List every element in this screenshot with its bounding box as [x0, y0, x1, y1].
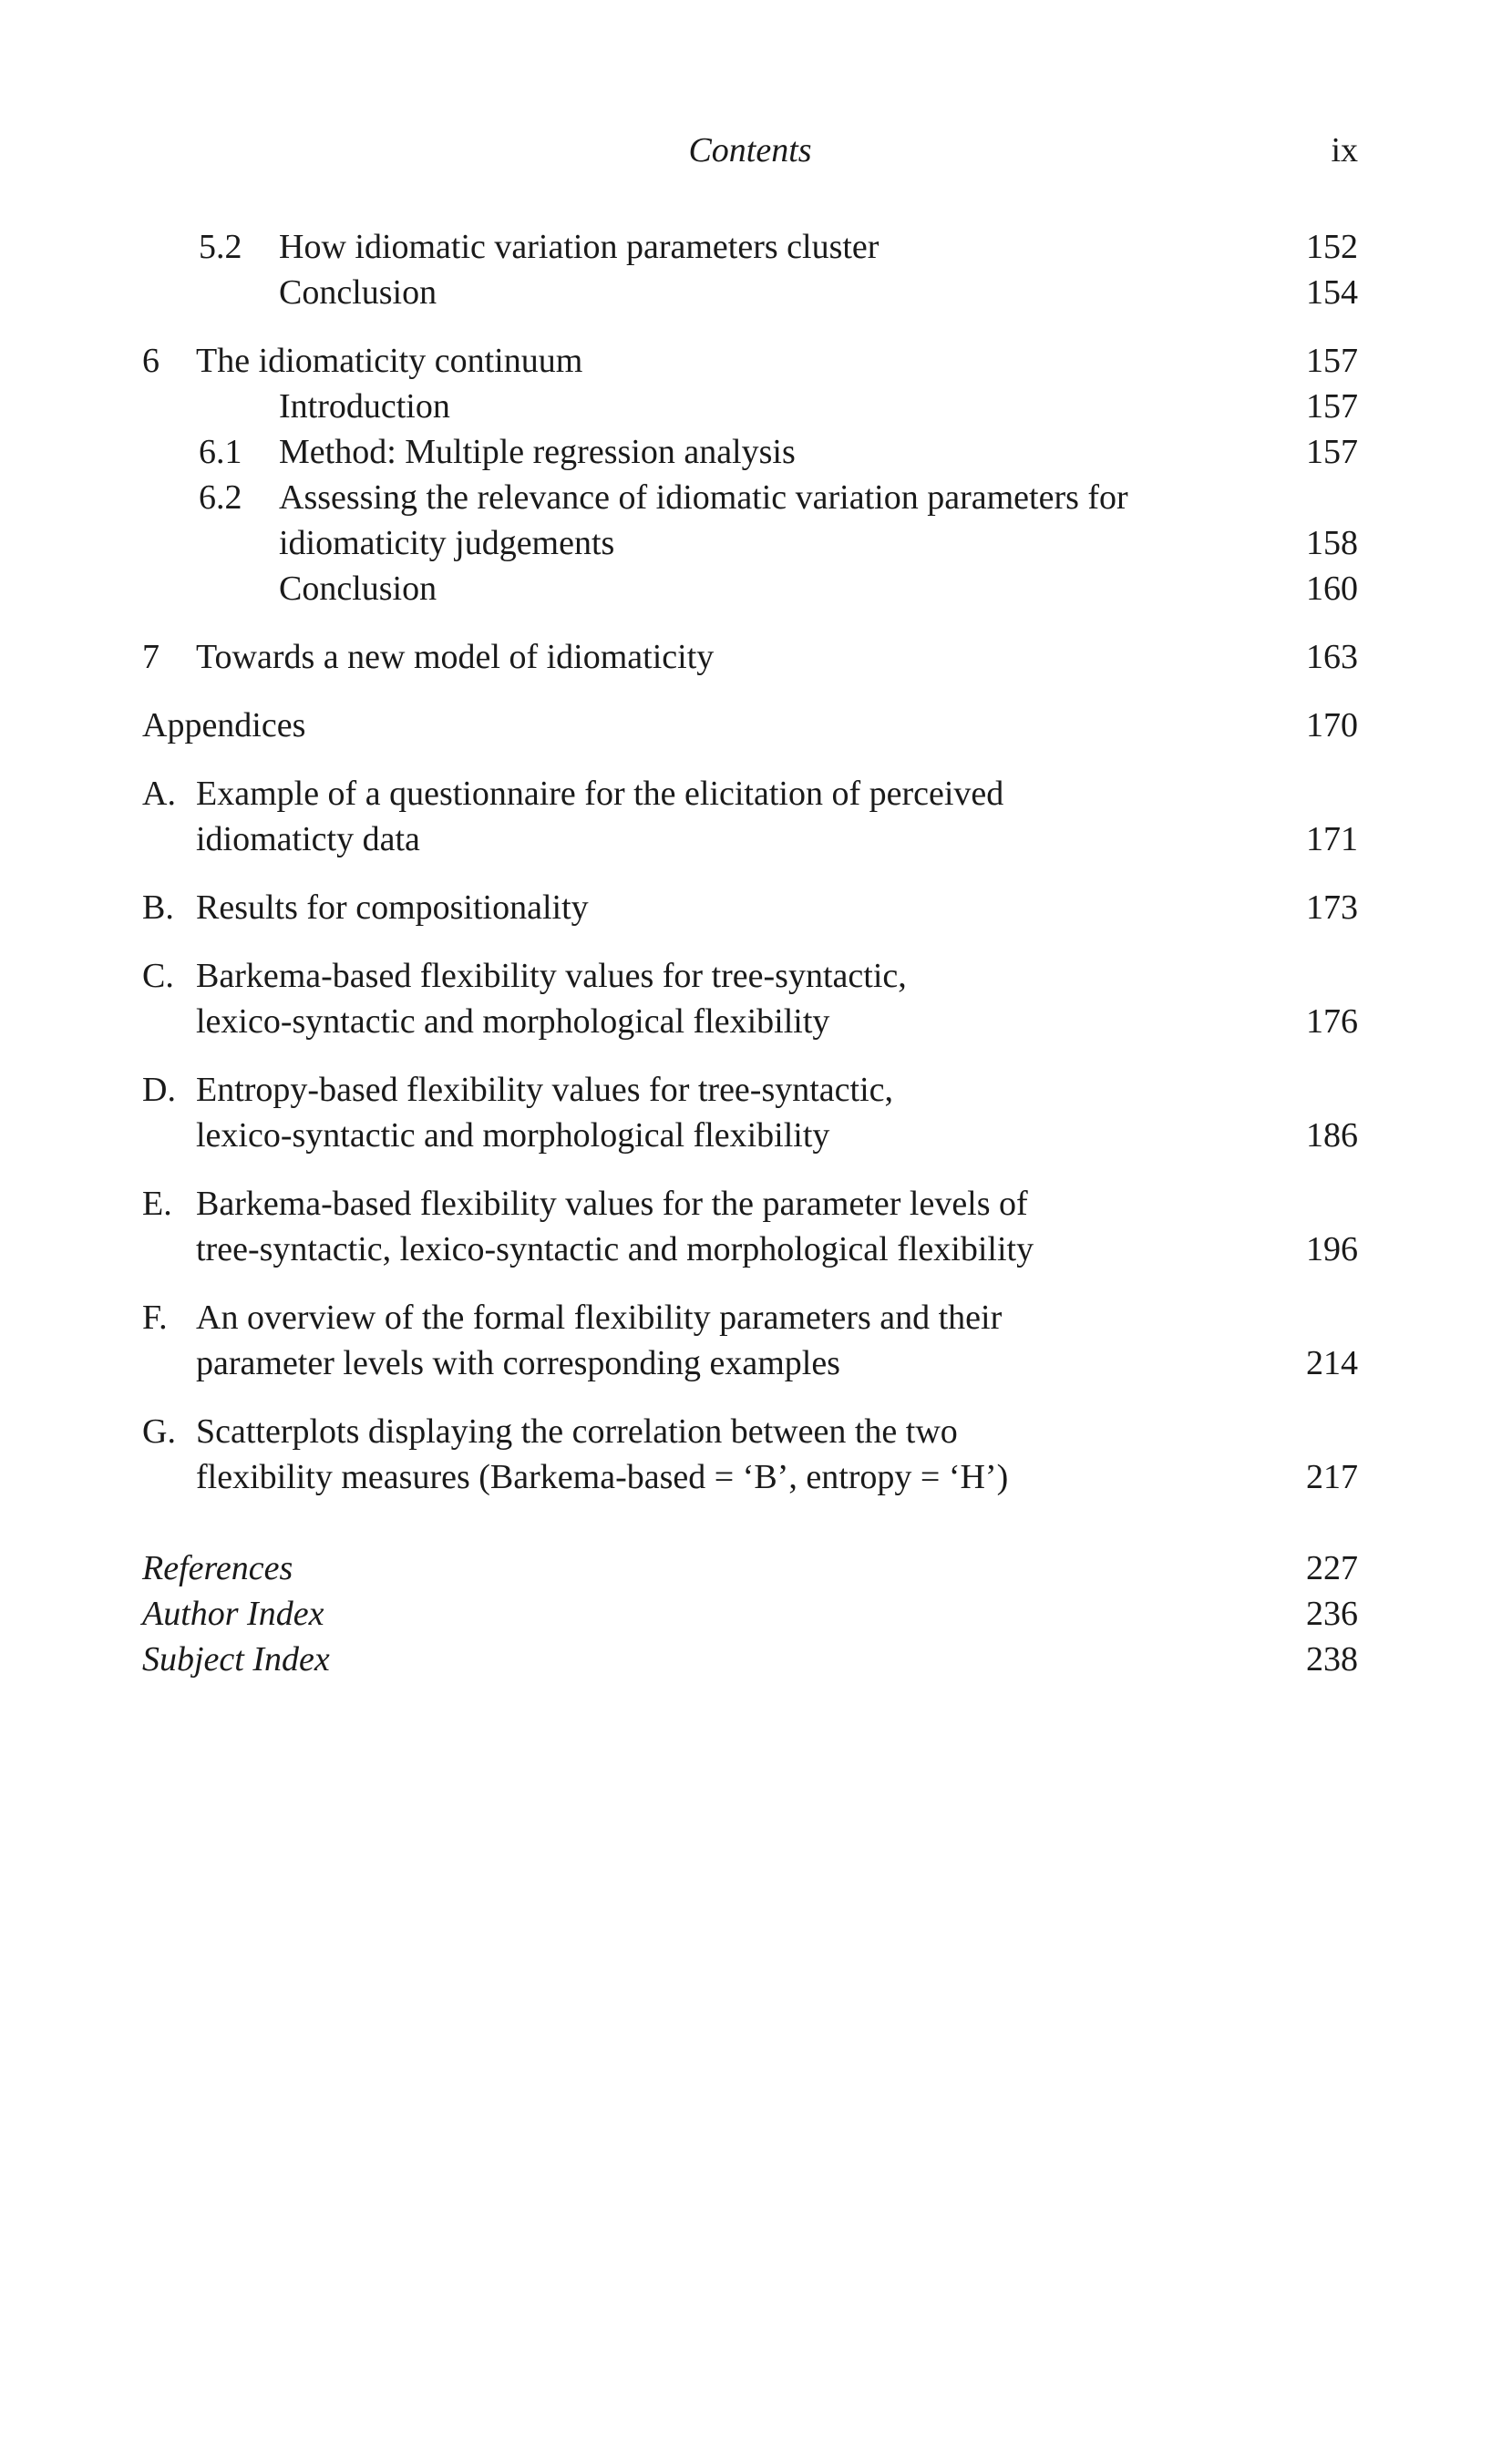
toc-entry-appendix-a-cont[interactable] [0, 816, 1502, 862]
entry-number: 6 [142, 342, 159, 380]
toc-entry-6-2[interactable] [0, 475, 1502, 520]
toc-entry-subject-index[interactable] [0, 1637, 1502, 1682]
entry-title: Appendices [142, 706, 306, 744]
entry-page: 186 [1306, 1116, 1358, 1155]
entry-title: idiomaticty data [196, 820, 420, 858]
entry-number: D. [142, 1071, 176, 1109]
toc-entry-7[interactable] [0, 634, 1502, 680]
entry-page: 152 [1306, 228, 1358, 266]
entry-title: Barkema-based flexibility values for tree-syntactic, [196, 957, 907, 995]
entry-page: 214 [1306, 1344, 1358, 1382]
toc-entry-6-2-cont[interactable] [0, 520, 1502, 566]
entry-title: Conclusion [279, 273, 437, 312]
entry-number: A. [142, 775, 176, 813]
toc-entry-references[interactable] [0, 1545, 1502, 1591]
page-number: ix [1331, 131, 1358, 169]
toc-entry-appendix-f-cont[interactable] [0, 1340, 1502, 1386]
toc-entry-5-conclusion[interactable] [0, 270, 1502, 315]
entry-title: How idiomatic variation parameters cluster [279, 228, 880, 266]
entry-page: 227 [1306, 1549, 1358, 1587]
toc-entry-appendix-c-cont[interactable] [0, 999, 1502, 1044]
entry-title: idiomaticity judgements [279, 524, 615, 562]
entry-number: 6.1 [199, 433, 242, 471]
toc-entry-6[interactable] [0, 338, 1502, 384]
toc-entry-appendix-f[interactable] [0, 1295, 1502, 1340]
entry-page: 158 [1306, 524, 1358, 562]
toc-entry-appendix-a[interactable] [0, 771, 1502, 816]
entry-title: Introduction [279, 387, 450, 426]
entry-number: 5.2 [199, 228, 242, 266]
entry-page: 157 [1306, 342, 1358, 380]
entry-title: Results for compositionality [196, 888, 589, 927]
entry-title: Author Index [142, 1595, 324, 1633]
entry-number: B. [142, 888, 174, 927]
toc-entry-6-introduction[interactable] [0, 384, 1502, 429]
entry-page: 173 [1306, 888, 1358, 927]
entry-title: An overview of the formal flexibility parameters and their [196, 1299, 1003, 1337]
entry-number: 7 [142, 638, 159, 676]
entry-title: Scatterplots displaying the correlation between the two [196, 1412, 958, 1451]
entry-title: Barkema-based flexibility values for the parameter levels of [196, 1185, 1028, 1223]
entry-page: 217 [1306, 1458, 1358, 1496]
toc-entry-appendix-d[interactable] [0, 1067, 1502, 1113]
toc-entry-appendix-g-cont[interactable] [0, 1454, 1502, 1500]
toc-entry-appendix-d-cont[interactable] [0, 1113, 1502, 1158]
entry-title: Entropy-based flexibility values for tree-syntactic, [196, 1071, 894, 1109]
entry-title: Assessing the relevance of idiomatic variation parameters for [279, 478, 1128, 517]
entry-title: parameter levels with corresponding examples [196, 1344, 840, 1382]
entry-number: F. [142, 1299, 168, 1337]
toc-entry-appendix-e[interactable] [0, 1181, 1502, 1227]
entry-page: 236 [1306, 1595, 1358, 1633]
entry-title: flexibility measures (Barkema-based = ‘B’, entropy = ‘H’) [196, 1458, 1009, 1496]
toc-entry-5-2[interactable] [0, 224, 1502, 270]
running-header [142, 128, 1358, 173]
toc-entry-6-1[interactable] [0, 429, 1502, 475]
entry-title: tree-syntactic, lexico-syntactic and morphological flexibility [196, 1230, 1034, 1268]
entry-page: 163 [1306, 638, 1358, 676]
entry-title: Method: Multiple regression analysis [279, 433, 796, 471]
entry-number: G. [142, 1412, 176, 1451]
entry-page: 171 [1306, 820, 1358, 858]
entry-title: lexico-syntactic and morphological flexibility [196, 1116, 830, 1155]
toc-entry-6-conclusion[interactable] [0, 566, 1502, 611]
toc-entry-appendices[interactable] [0, 703, 1502, 748]
page-title: Contents [688, 131, 812, 169]
entry-page: 157 [1306, 433, 1358, 471]
entry-page: 238 [1306, 1640, 1358, 1679]
entry-title: Conclusion [279, 570, 437, 608]
entry-number: E. [142, 1185, 172, 1223]
entry-title: Towards a new model of idiomaticity [196, 638, 715, 676]
entry-page: 157 [1306, 387, 1358, 426]
toc-entry-author-index[interactable] [0, 1591, 1502, 1637]
entry-page: 176 [1306, 1002, 1358, 1041]
toc-entry-appendix-g[interactable] [0, 1409, 1502, 1454]
entry-page: 196 [1306, 1230, 1358, 1268]
entry-title: lexico-syntactic and morphological flexibility [196, 1002, 830, 1041]
entry-number: 6.2 [199, 478, 242, 517]
entry-title: Example of a questionnaire for the elicitation of perceived [196, 775, 1004, 813]
entry-page: 160 [1306, 570, 1358, 608]
toc-entry-appendix-c[interactable] [0, 953, 1502, 999]
toc-entry-appendix-e-cont[interactable] [0, 1227, 1502, 1272]
entry-page: 170 [1306, 706, 1358, 744]
entry-title: The idiomaticity continuum [196, 342, 583, 380]
entry-page: 154 [1306, 273, 1358, 312]
entry-title: References [142, 1549, 293, 1587]
entry-number: C. [142, 957, 174, 995]
toc-entry-appendix-b[interactable] [0, 885, 1502, 930]
entry-title: Subject Index [142, 1640, 330, 1679]
